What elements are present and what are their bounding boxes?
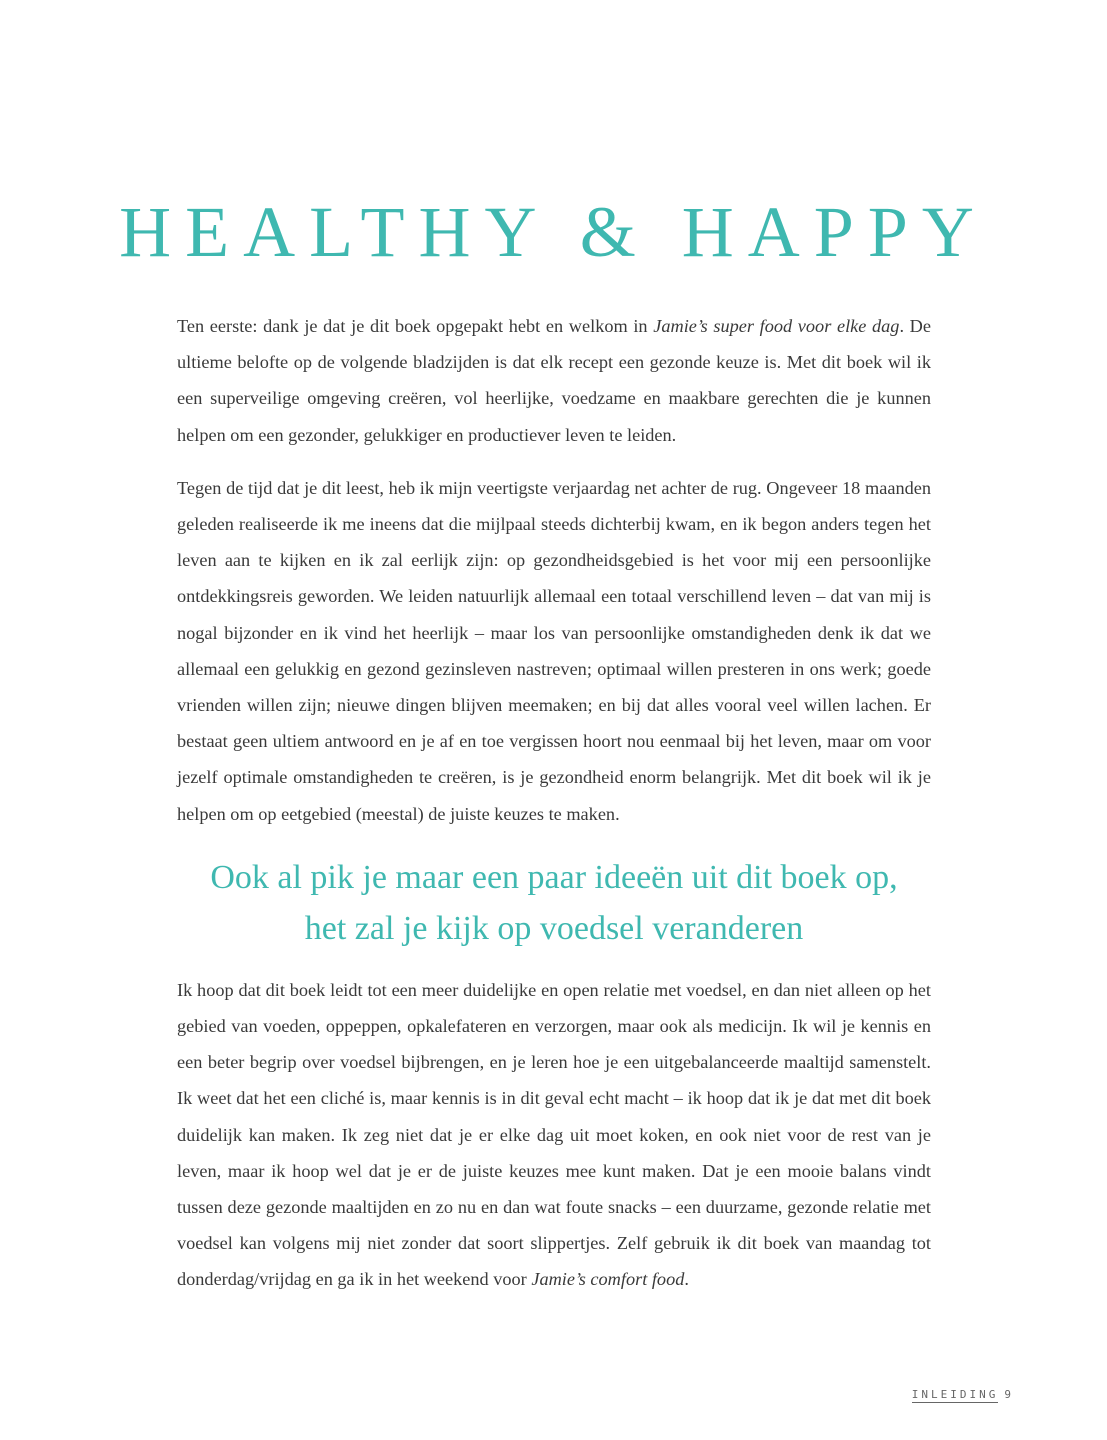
paragraph-intro-1-text-b: . De ultieme belofte op de volgende bladzijden is dat elk recept een gezonde keuze is. Met dit boek wil ik een superveilige omgeving creëren, vol heerlijke, voedzame en maakbare gerechten die je kunnen helpen om een gezonder, gelukkiger en productiever leven te leiden. [177, 316, 931, 445]
footer-section-name: INLEIDING [911, 1388, 999, 1401]
paragraph-outro [177, 972, 931, 1298]
page-title: HEALTHY & HAPPY [119, 192, 988, 272]
paragraph-intro-2: Tegen de tijd dat je dit leest, heb ik mijn veertigste verjaardag net achter de rug. Ongeveer 18 maanden geleden realiseerde ik me ineens dat die mijlpaal steeds dichterbij kwam, en ik begon anders tegen het leven aan te kijken en ik zal eerlijk zijn: op gezondheidsgebied is het voor mij een persoonlijke ontdekkingsreis geworden. We leiden natuurlijk allemaal een totaal verschillend leven – dat van mij is nogal bijzonder en ik vind het heerlijk – maar los van persoonlijke omstandigheden denk ik dat we allemaal een gelukkig en gezond gezinsleven nastreven; optimaal willen presteren in ons werk; goede vrienden willen zijn; nieuwe dingen blijven meemaken; en bij dat alles vooral veel willen lachen. Er bestaat geen ultiem antwoord en je af en toe vergissen hoort nou eenmaal bij het leven, maar om voor jezelf optimale omstandigheden te creëren, is je gezondheid enorm belangrijk. Met dit boek wil ik je helpen om op eetgebied (meestal) de juiste keuzes te maken. [177, 477, 931, 824]
book-title-super-food: Jamie’s super food voor elke dag [653, 316, 900, 336]
pull-quote [137, 852, 971, 954]
paragraph-outro-text-a: Ik hoop dat dit boek leidt tot een meer duidelijke en open relatie met voedsel, en dan niet alleen op het gebied van voeden, oppeppen, opkalefateren en verzorgen, maar ook als medicijn. Ik wil je kennis en een beter begrip over voedsel bijbrengen, en je leren hoe je een uitgebalanceerde maaltijd samenstelt. Ik weet dat het een cliché is, maar kennis is in dit geval echt macht – ik hoop dat ik je dat met dit boek duidelijk kan maken. Ik zeg niet dat je er elke dag uit moet koken, en ook niet voor de rest van je leven, maar ik hoop wel dat je er de juiste keuzes mee kunt maken. Dat je een mooie balans vindt tussen deze gezonde maaltijden en zo nu en dan wat foute snacks – een duurzame, gezonde relatie met voedsel kan volgens mij niet zonder dat soort slippertjes. Zelf gebruik ik dit boek van maandag tot donderdag/vrijdag en ga ik in het weekend voor [177, 979, 931, 1290]
pull-quote-line-2: het zal je kijk op voedsel veranderen [304, 909, 804, 947]
paragraph-intro-1 [177, 308, 931, 453]
article-body [177, 308, 931, 1298]
book-title-comfort-food: Jamie’s comfort food [531, 1269, 685, 1290]
page-footer [912, 1388, 1014, 1401]
paragraph-outro-text-b: . [684, 1269, 689, 1290]
pull-quote-line-1: Ook al pik je maar een paar ideeën uit dit boek op, [210, 858, 898, 896]
page-number: 9 [1004, 1388, 1014, 1401]
paragraph-intro-1-text-a: Ten eerste: dank je dat je dit boek opgepakt hebt en welkom in [177, 316, 654, 336]
